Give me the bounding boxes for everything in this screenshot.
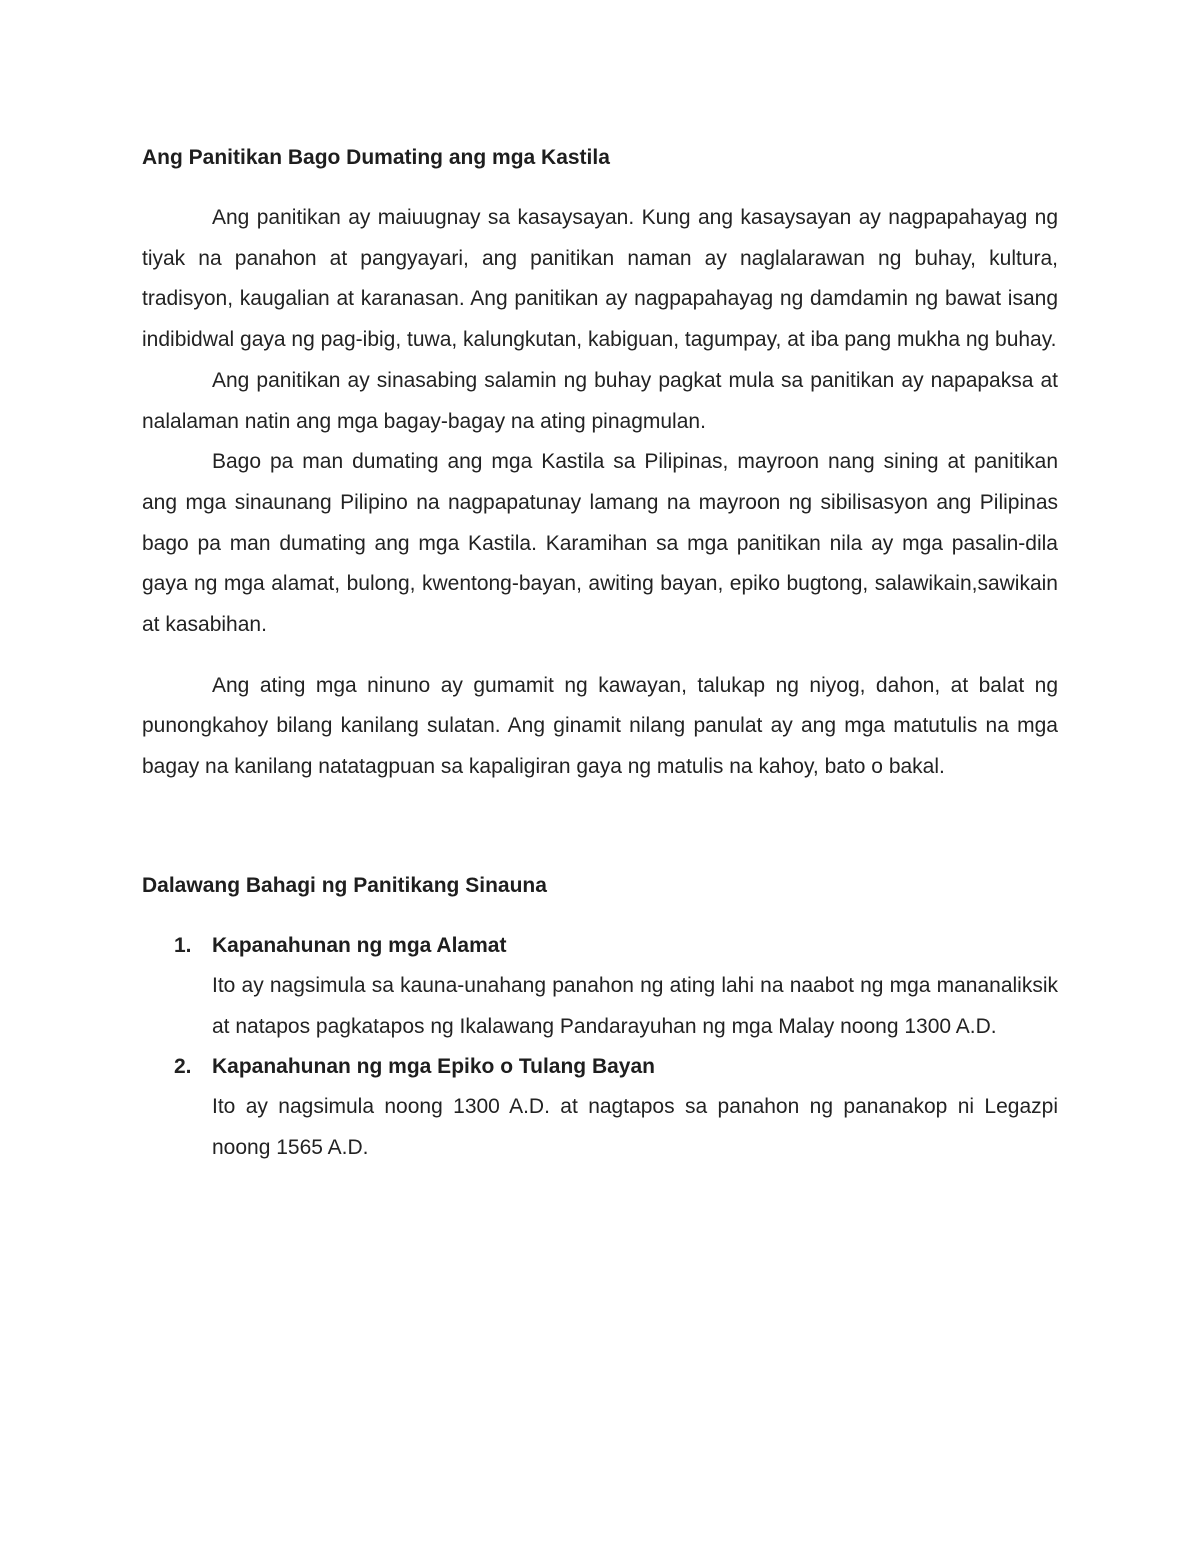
- list-item-body: Ito ay nagsimula noong 1300 A.D. at nagtapos sa panahon ng pananakop ni Legazpi noong 1565 A.D.: [212, 1095, 1058, 1159]
- section-title: Dalawang Bahagi ng Panitikang Sinauna: [142, 873, 547, 897]
- list-item-number: 2.: [174, 1055, 192, 1079]
- paragraph-2: Ang panitikan ay sinasabing salamin ng buhay pagkat mula sa panitikan ay napapaksa at nalalaman natin ang mga bagay-bagay na ating pinagmulan.: [142, 368, 1058, 433]
- list-item-number: 1.: [174, 933, 192, 957]
- list-item: [142, 926, 1058, 1047]
- paragraph-4: Ang ating mga ninuno ay gumamit ng kawayan, talukap ng niyog, dahon, at balat ng punongkahoy bilang kanilang sulatan. Ang ginamit nilang panulat ay ang mga matutulis na mga bagay na kanilang natatagpuan sa kapaligiran gaya ng matulis na kahoy, bato o bakal.: [142, 673, 1058, 779]
- list-item-body: Ito ay nagsimula sa kauna-unahang panahon ng ating lahi na naabot ng mga mananaliksik at natapos pagkatapos ng Ikalawang Pandarayuhan ng mga Malay noong 1300 A.D.: [212, 973, 1058, 1038]
- numbered-list: [142, 926, 1058, 1169]
- list-item-title: Kapanahunan ng mga Alamat: [212, 933, 507, 957]
- document-title: Ang Panitikan Bago Dumating ang mga Kastila: [142, 146, 610, 169]
- paragraph-1: Ang panitikan ay maiuugnay sa kasaysayan. Kung ang kasaysayan ay nagpapahayag ng tiyak na panahon at pangyayari, ang panitikan naman ay naglalarawan ng buhay, kultura, tradisyon, kaugalian at karanasan. Ang panitikan ay nagpapahayag ng damdamin ng bawat isang indibidwal gaya ng pag-ibig, tuwa, kalungkutan, kabiguan, tagumpay, at iba pang mukha ng buhay.: [142, 206, 1058, 352]
- list-item: [142, 1047, 1058, 1168]
- document-page: [142, 140, 1058, 1169]
- paragraph-3: Bago pa man dumating ang mga Kastila sa Pilipinas, mayroon nang sining at panitikan ang mga sinaunang Pilipino na nagpapatunay lamang na mayroon ng sibilisasyon ang Pilipinas bago pa man dumating ang mga Kastila. Karamihan sa mga panitikan nila ay mga pasalin-dila gaya ng mga alamat, bulong, kwentong-bayan, awiting bayan, epiko bugtong, salawikain,sawikain at kasabihan.: [142, 450, 1058, 637]
- list-item-title: Kapanahunan ng mga Epiko o Tulang Bayan: [212, 1055, 655, 1079]
